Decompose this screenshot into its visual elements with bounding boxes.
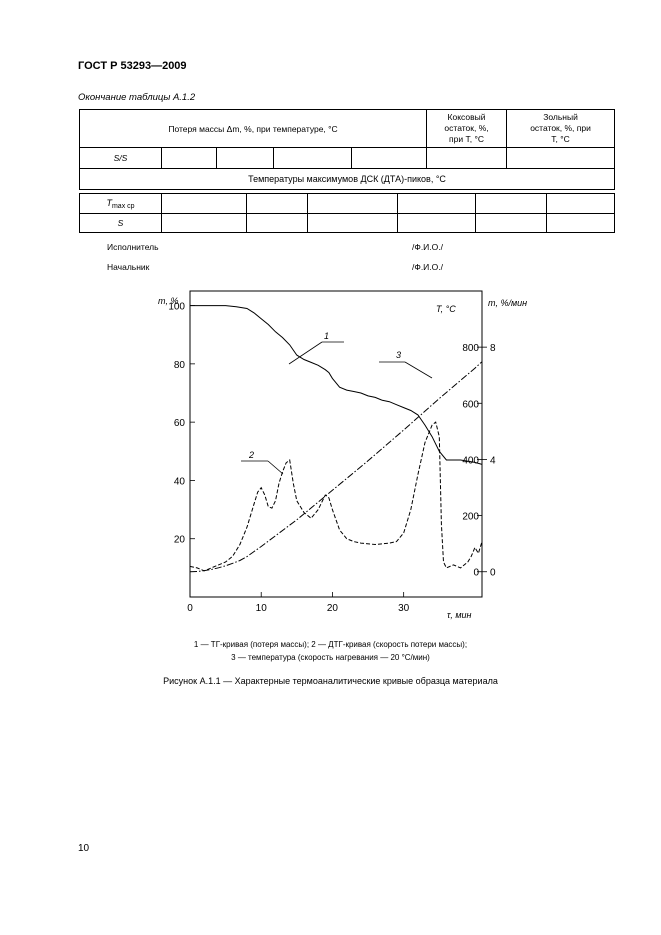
executor-label: Исполнитель bbox=[107, 242, 159, 252]
document-title: ГОСТ Р 53293—2009 bbox=[78, 60, 187, 72]
y-left-tick-label: 60 bbox=[173, 418, 185, 430]
head-name: /Ф.И.О./ bbox=[412, 262, 443, 272]
dtg-curve-line bbox=[190, 422, 482, 571]
figure-caption: Рисунок А.1.1 — Характерные термоаналитические кривые образца материала bbox=[163, 676, 498, 686]
tmax-subscript: max ср bbox=[111, 202, 135, 210]
leader-line-1 bbox=[289, 342, 322, 364]
curve-label-1: 1 bbox=[324, 331, 330, 341]
x-axis-label: τ, мин bbox=[447, 610, 472, 620]
x-tick-label: 30 bbox=[398, 603, 410, 614]
tg-curve-line bbox=[190, 306, 482, 465]
y-left-tick-label: 40 bbox=[173, 476, 185, 488]
curve-label-2: 2 bbox=[249, 450, 255, 460]
y-right-temp-tick-label: 400 bbox=[462, 455, 479, 467]
row-label-s: S bbox=[80, 214, 162, 233]
x-tick-label: 10 bbox=[255, 603, 267, 614]
y-left-tick-label: 80 bbox=[173, 359, 185, 371]
y-left-tick-label: 20 bbox=[173, 534, 185, 546]
table-caption: Окончание таблицы А.1.2 bbox=[78, 92, 196, 103]
ticks-layer bbox=[168, 302, 496, 614]
series-layer bbox=[190, 306, 482, 572]
legend-line-2: 3 — температура (скорость нагревания — 20 °С/мин) bbox=[231, 653, 430, 662]
y-right-temp-axis-label: T, °C bbox=[436, 304, 456, 314]
row-label-ss: S/S bbox=[80, 148, 162, 169]
y-right-rate-axis-label: m, %/мин bbox=[488, 298, 528, 308]
y-left-axis-label: m, % bbox=[158, 296, 179, 306]
head-label: Начальник bbox=[107, 262, 150, 272]
header-coke-residue: Коксовый остаток, %, при Т, °С bbox=[427, 110, 507, 148]
y-right-rate-tick-label: 4 bbox=[490, 455, 496, 467]
y-right-temp-tick-label: 800 bbox=[462, 343, 479, 355]
curve-label-3: 3 bbox=[396, 350, 402, 360]
tmax-symbol: T bbox=[106, 197, 112, 208]
page-number: 10 bbox=[78, 843, 90, 854]
y-right-temp-tick-label: 200 bbox=[462, 511, 479, 523]
legend-line-1: 1 — ТГ-кривая (потеря массы); 2 — ДТГ-кривая (скорость потери массы); bbox=[193, 640, 468, 649]
dsc-title: Температуры максимумов ДСК (ДТА)-пиков, °С bbox=[80, 169, 615, 190]
y-right-rate-tick-label: 8 bbox=[490, 343, 496, 355]
header-ash-residue: Зольный остаток, %, при Т, °С bbox=[507, 110, 615, 148]
header-mass-loss: Потеря массы Δm, %, при температуре, °С bbox=[80, 110, 427, 148]
y-right-temp-tick-label: 600 bbox=[462, 399, 479, 411]
plot-frame bbox=[190, 291, 482, 597]
figure-legend bbox=[0, 638, 661, 664]
x-tick-label: 20 bbox=[326, 603, 339, 614]
leader-line-2 bbox=[268, 461, 283, 474]
y-left-tick-label: 100 bbox=[168, 301, 185, 313]
y-right-temp-tick-label: 0 bbox=[473, 567, 479, 579]
x-tick-label: 0 bbox=[187, 603, 193, 614]
leader-line-3 bbox=[405, 362, 432, 378]
y-right-rate-tick-label: 0 bbox=[490, 567, 496, 579]
executor-name: /Ф.И.О./ bbox=[412, 242, 443, 252]
temperature-curve-line bbox=[190, 362, 482, 572]
